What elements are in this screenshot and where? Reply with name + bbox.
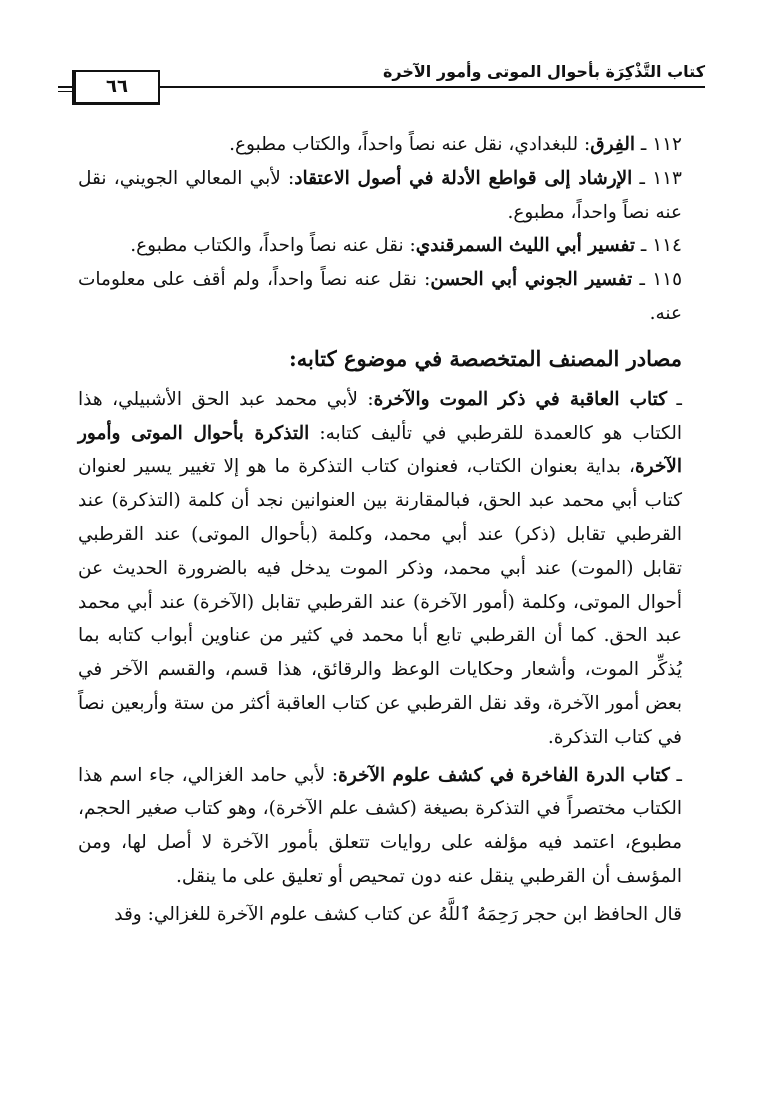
paragraph-text: لأبي حامد الغزالي، جاء اسم هذا الكتاب مختصراً في التذكرة بصيغة (كشف علم الآخرة)، وهو كتاب صغير الحجم، مطبوع، اعتمد فيه مؤلفه على روايات تتعلق بأمور الآخرة لا أصل لها، ومن المؤسف أن القرطبي ينقل عنه دون تمحيص أو تعليق على ما ينقل. <box>78 764 682 887</box>
item-separator: : <box>416 269 431 291</box>
item-dash: ـ <box>632 167 653 189</box>
item-number: ١١٥ <box>652 269 683 291</box>
paragraph-text: قال الحافظ ابن حجر رَحِمَهُ ٱللَّهُ عن كتاب كشف علوم الآخرة للغزالي: وقد <box>114 903 682 925</box>
page-header <box>58 58 705 102</box>
paragraph-durra <box>78 759 682 894</box>
item-text: نقل عنه نصاً واحداً، ولم أقف على معلومات عنه. <box>78 269 682 324</box>
paragraph-dash: ـ <box>669 764 682 786</box>
book-title: كتاب الدرة الفاخرة في كشف علوم الآخرة <box>338 764 670 786</box>
book-title-inline: التذكرة بأحوال الموتى وأمور الآخرة <box>78 422 682 478</box>
item-text: لأبي المعالي الجويني، نقل عنه نصاً واحداً، مطبوع. <box>78 167 682 223</box>
item-title: تفسير الجوني أبي الحسن <box>430 269 633 291</box>
item-number: ١١٤ <box>652 235 682 257</box>
item-number: ١١٢ <box>652 134 682 155</box>
paragraph-text: ، بداية بعنوان الكتاب، فعنوان كتاب التذكرة ما هو إلا تغيير يسير لعنوان كتاب أبي محمد عبد الحق، فبالمقارنة بين العنوانين نجد أن كلمة (التذكرة) عند القرطبي تقابل (ذكر) عند أبي محمد، وكلمة (بأحوال الموتى) عند القرطبي تقابل (الموت) عند أبي محمد، وذكر الموت يدخل فيه بالضرورة الحديث عن أحوال الموتى، وكلمة (أمور الآخرة) عند القرطبي تقابل (الآخرة) عند أبي محمد عبد الحق. كما أن القرطبي تابع أبا محمد في كثير من عناوين أبواب كتابه بما يُذكِّر الموت، وأشعار وحكايات الوعظ والرقائق، هذا قسم، والقسم الآخر في بعض أمور الآخرة، وقد نقل القرطبي عن كتاب العاقبة أكثر من ستة وأربعين نصاً في كتاب التذكرة. <box>78 456 682 748</box>
page-number-box <box>72 70 160 105</box>
item-dash: ـ <box>632 269 653 291</box>
item-separator: : <box>578 134 591 155</box>
running-title: كتاب التَّذْكِرَة بأحوال الموتى وأمور الآخرة <box>382 62 705 81</box>
item-dash: ـ <box>635 235 653 257</box>
item-number: ١١٣ <box>652 167 682 189</box>
book-title: كتاب العاقبة في ذكر الموت والآخرة <box>373 388 668 410</box>
paragraph-ibn-hajar <box>78 898 682 932</box>
paragraph-separator: : <box>357 388 374 410</box>
source-item <box>78 128 682 162</box>
paragraph-dash: ـ <box>667 388 682 410</box>
source-item <box>78 229 682 263</box>
item-title: الإرشاد إلى قواطع الأدلة في أصول الاعتقاد <box>294 167 633 189</box>
item-title: الفِرق <box>590 134 635 155</box>
page-number: ٦٦ <box>106 76 128 97</box>
source-item <box>78 162 682 230</box>
item-text: نقل عنه نصاً واحداً، والكتاب مطبوع. <box>130 235 404 257</box>
item-dash: ـ <box>635 134 653 155</box>
source-item <box>78 263 682 331</box>
paragraph-text: لأبي محمد عبد الحق الأشبيلي، هذا الكتاب هو كالعمدة للقرطبي في تأليف كتابه: <box>78 388 683 444</box>
paragraph-separator: : <box>325 764 339 786</box>
section-heading: مصادر المصنف المتخصصة في موضوع كتابه: <box>289 345 682 371</box>
page-body <box>78 128 682 936</box>
paragraph-aqiba <box>78 383 682 755</box>
item-text: للبغدادي، نقل عنه نصاً واحداً، والكتاب مطبوع. <box>229 134 579 155</box>
item-title: تفسير أبي الليث السمرقندي <box>415 235 635 257</box>
item-separator: : <box>280 167 295 189</box>
item-separator: : <box>403 235 416 257</box>
